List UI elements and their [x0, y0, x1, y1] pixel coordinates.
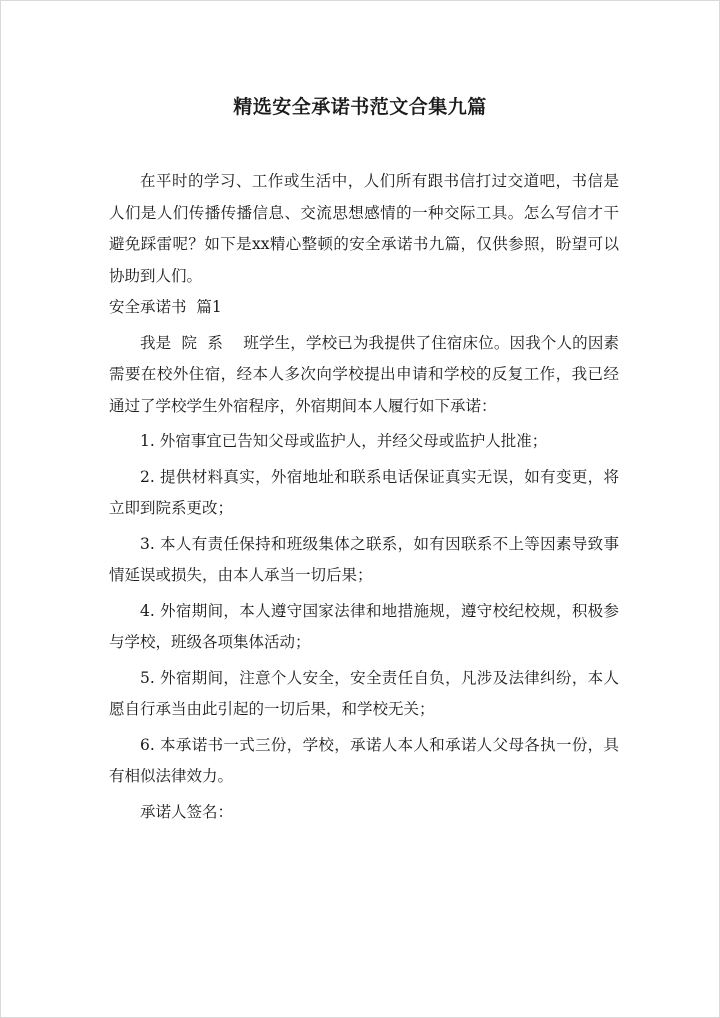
document-body [109, 166, 619, 828]
list-item: 5. 外宿期间，注意个人安全，安全责任自负，凡涉及法律纠纷，本人愿自行承当由此引起的一切后果，和学校无关； [109, 668, 619, 718]
section-heading: 安全承诺书 篇1 [109, 298, 222, 316]
signature-label: 承诺人签名： [140, 802, 234, 821]
commitment-paragraph: 我是 院 系 班学生，学校已为我提供了住宿床位。因我个人的因素需要在校外住宿，经本人多次向学校提出申请和学校的反复工作，我已经通过了学校学生外宿程序，外宿期间本人履行如下承诺： [109, 333, 619, 415]
list-item: 2. 提供材料真实，外宿地址和联系电话保证真实无误，如有变更，将立即到院系更改； [109, 467, 619, 517]
document-title: 精选安全承诺书范文合集九篇 [233, 96, 487, 118]
list-item: 1. 外宿事宜已告知父母或监护人，并经父母或监护人批准； [140, 432, 548, 450]
list-item: 6. 本承诺书一式三份，学校，承诺人本人和承诺人父母各执一份，具有相似法律效力。 [109, 735, 619, 785]
intro-paragraph: 在平时的学习、工作或生活中，人们所有跟书信打过交道吧，书信是人们是人们传播传播信息、交流思想感情的一种交际工具。怎么写信才干避免踩雷呢？如下是xx精心整顿的安全承诺书九篇，仅供参照，盼望可以协助到人们。 [109, 172, 619, 285]
list-item: 4. 外宿期间，本人遵守国家法律和地措施规，遵守校纪校规，积极参与学校，班级各项集体活动； [109, 601, 619, 651]
list-item: 3. 本人有责任保持和班级集体之联系，如有因联系不上等因素导致事情延误或损失，由本人承当一切后果； [109, 534, 619, 584]
